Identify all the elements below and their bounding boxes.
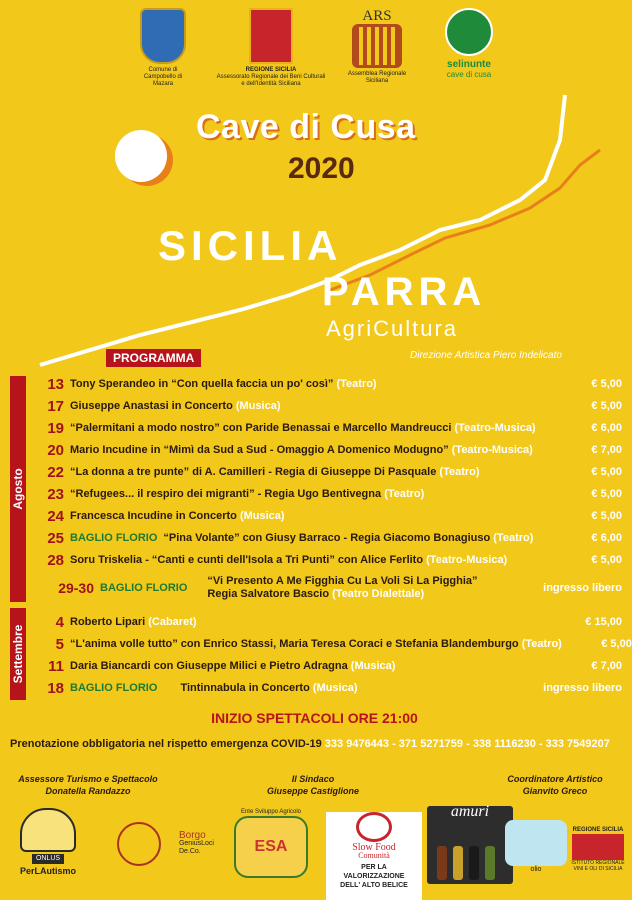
event-text	[70, 616, 552, 628]
event-title: “L'anima volle tutto” con Enrico Stassi, Maria Teresa Coraci e Stefania Blandemburgo	[70, 638, 519, 650]
event-tag: (Teatro-Musica)	[451, 444, 533, 456]
event-text	[70, 378, 552, 390]
event-tag: (Teatro)	[521, 638, 562, 650]
event-title: Tintinnabula in Concerto	[180, 682, 310, 694]
borgo-sub2: De.Co.	[178, 848, 201, 855]
bottle-icon	[485, 846, 495, 880]
logo-regione-line2: Assessorato Regionale dei Beni Culturali	[216, 74, 326, 80]
month-label-agosto: Agosto	[11, 468, 25, 510]
event-text	[70, 466, 552, 478]
list-item	[34, 440, 622, 460]
snail-icon	[356, 812, 392, 842]
slowfood-label: Slow Food	[352, 842, 396, 853]
event-text	[70, 400, 552, 412]
event-price: € 5,00	[591, 378, 622, 390]
event-price: € 5,00	[591, 400, 622, 412]
signature-name: Gianvito Greco	[522, 786, 588, 796]
event-day: 5	[55, 635, 64, 653]
event-price: ingresso libero	[543, 682, 622, 694]
borgo-label: Borgo	[178, 830, 206, 841]
start-time-notice: INIZIO SPETTACOLI ORE 21:00	[211, 710, 418, 726]
signature-sindaco	[238, 773, 388, 797]
logo-borgo	[104, 808, 214, 866]
event-tag: (Musica)	[312, 682, 358, 694]
event-tag: (Teatro Dialettale)	[332, 588, 425, 600]
list-item	[34, 634, 632, 654]
list-item	[34, 396, 622, 416]
slowfood-sub: Comunità	[358, 851, 390, 860]
logo-regione-line3: e dell'Identità Siciliana	[241, 81, 301, 87]
event-venue: BAGLIO FLORIO	[100, 582, 188, 594]
event-day: 28	[47, 551, 64, 569]
list-item	[34, 574, 622, 602]
event-day: 13	[47, 375, 64, 393]
month-bar-settembre	[10, 608, 26, 700]
title-year: 2020	[288, 152, 355, 185]
logo-selinunte-line1: selinunte	[447, 59, 491, 70]
logo-regione-vini	[570, 826, 626, 872]
slowfood-box	[326, 812, 422, 900]
signature-assessore	[8, 773, 168, 797]
event-day: 17	[47, 397, 64, 415]
event-price: € 5,00	[601, 638, 632, 650]
list-item	[34, 462, 622, 482]
event-day: 24	[47, 507, 64, 525]
event-title: “Refugees... il respiro dei migranti” - Regia Ugo Bentivegna	[70, 488, 382, 500]
event-text	[70, 488, 552, 500]
bottle-icon	[469, 846, 479, 880]
title-parra: PARRA	[322, 270, 487, 314]
logo-esa	[232, 808, 310, 878]
esa-top-label: Ente Sviluppo Agricolo	[240, 809, 302, 815]
event-text	[70, 510, 552, 522]
event-tag: (Cabaret)	[148, 616, 197, 628]
event-price: € 6,00	[591, 532, 622, 544]
event-text	[70, 682, 526, 694]
event-price: € 5,00	[591, 466, 622, 478]
logo-ars-line1: Assemblea Regionale	[347, 71, 407, 77]
event-text	[70, 638, 562, 650]
list-item	[34, 550, 622, 570]
programma-label: PROGRAMMA	[106, 349, 201, 367]
event-price: € 5,00	[591, 488, 622, 500]
artistic-direction: Direzione Artistica Piero Indelicato	[410, 350, 562, 361]
list-item	[34, 612, 622, 632]
event-price: € 6,00	[591, 422, 622, 434]
borgo-emblem-icon	[117, 822, 161, 866]
event-day: 20	[47, 441, 64, 459]
event-day: 4	[55, 613, 64, 631]
slowfood-line2: VALORIZZAZIONE	[343, 873, 405, 880]
logo-selinunte-line2: cave di cusa	[446, 70, 492, 79]
signature-name: Giuseppe Castiglione	[266, 786, 360, 796]
amuri-label: amuri	[450, 803, 490, 820]
slowfood-line1: PER LA	[361, 864, 387, 871]
list-item	[34, 678, 622, 698]
signature-role: Assessore Turismo e Spettacolo	[18, 774, 158, 784]
logo-slowfood	[324, 808, 424, 900]
event-day: 11	[48, 657, 64, 675]
borgo-sub: GeniusLoci	[178, 840, 214, 847]
logo-regione-line1: REGIONE SICILIA	[245, 67, 297, 73]
list-item	[34, 506, 622, 526]
event-director: Regia Salvatore Bascio	[207, 588, 330, 600]
event-price: € 7,00	[591, 444, 622, 456]
logo-olive	[503, 820, 569, 874]
reservation-phones[interactable]: 333 9476443 - 371 5271759 - 338 1116230 - 333 7549207	[324, 738, 610, 750]
event-venue: BAGLIO FLORIO	[70, 532, 158, 544]
event-title: Daria Biancardi con Giuseppe Milici e Pietro Adragna	[70, 660, 348, 672]
logo-selinunte	[434, 8, 504, 79]
list-item	[34, 418, 622, 438]
event-price: ingresso libero	[543, 582, 622, 594]
esa-label: ESA	[254, 838, 288, 855]
event-day: 29-30	[58, 580, 94, 596]
event-day: 22	[47, 463, 64, 481]
event-text	[70, 532, 552, 544]
event-day: 19	[47, 419, 64, 437]
logo-comune	[135, 8, 191, 88]
regione-vini-emblem-icon	[572, 834, 624, 860]
month-bar-agosto	[10, 376, 26, 602]
bottle-icon	[437, 846, 447, 880]
event-tag: (Musica)	[350, 660, 396, 672]
title-sicilia: SICILIA	[158, 222, 343, 269]
sicily-flag-icon	[249, 8, 293, 64]
event-text	[70, 444, 552, 456]
signature-role: Il Sindaco	[291, 774, 335, 784]
logo-ars-line2: Siciliana	[365, 78, 389, 84]
logo-regione	[216, 8, 326, 88]
signature-name: Donatella Randazzo	[45, 786, 131, 796]
ars-emblem-icon	[352, 24, 402, 68]
event-day: 25	[47, 529, 64, 547]
ars-title: ARS	[362, 8, 392, 24]
event-price: € 5,00	[591, 510, 622, 522]
amuri-bottles	[427, 803, 513, 884]
olive-map-icon	[505, 820, 567, 866]
list-item	[34, 528, 622, 548]
event-title: “Palermitani a modo nostro” con Paride Benassai e Marcello Mandreucci	[70, 422, 452, 434]
month-label-settembre: Settembre	[11, 624, 25, 684]
event-tag: (Teatro)	[336, 378, 377, 390]
event-title: “Pina Volante” con Giusy Barraco - Regia Giacomo Bonagiuso	[163, 532, 491, 544]
page-title: Cave di Cusa	[196, 108, 416, 146]
event-day: 23	[47, 485, 64, 503]
list-item	[34, 374, 622, 394]
slowfood-line3: DELL' ALTO BELICE	[340, 882, 408, 889]
event-price: € 15,00	[585, 616, 622, 628]
list-item	[34, 484, 622, 504]
regione-vini-title: REGIONE SICILIA	[572, 827, 624, 833]
shell-icon	[20, 808, 76, 852]
event-title: Roberto Lipari	[70, 616, 146, 628]
event-tag: (Musica)	[239, 510, 285, 522]
event-text	[70, 660, 552, 672]
logo-perlautismo	[10, 808, 86, 875]
title-agricultura: AgriCultura	[326, 316, 459, 341]
event-tag: (Teatro)	[493, 532, 534, 544]
event-text	[193, 575, 526, 601]
event-price: € 7,00	[591, 660, 622, 672]
logo-ars	[345, 8, 409, 85]
event-text	[70, 422, 552, 434]
regione-vini-sub: ISTITUTO REGIONALE VINI E OLI DI SICILIA	[571, 860, 625, 872]
event-tag: (Musica)	[235, 400, 281, 412]
event-day: 18	[47, 679, 64, 697]
event-tag: (Teatro-Musica)	[426, 554, 508, 566]
logo-comune-line1: Comune di	[148, 67, 178, 73]
event-title: Mario Incudine in “Mimì da Sud a Sud - Omaggio A Domenico Modugno”	[70, 444, 449, 456]
event-text	[70, 554, 552, 566]
esa-emblem	[234, 816, 308, 878]
signature-coordinatore	[490, 773, 620, 797]
reservation-notice	[10, 738, 610, 750]
event-venue: BAGLIO FLORIO	[70, 682, 158, 694]
perlautismo-label: PerLAutismo	[19, 866, 76, 876]
onlus-label: ONLUS	[32, 854, 64, 864]
logo-comune-line2: Campobello di Mazara	[143, 74, 183, 87]
event-tag: (Teatro-Musica)	[454, 422, 536, 434]
list-item	[34, 656, 622, 676]
event-price: € 5,00	[591, 554, 622, 566]
event-title: Tony Sperandeo in “Con quella faccia un po' così”	[70, 378, 334, 390]
event-title: “Vi Presento A Me Figghia Cu La Voli Si La Pigghia”	[207, 575, 478, 587]
signature-role: Coordinatore Artistico	[507, 774, 603, 784]
reservation-text: Prenotazione obbligatoria nel rispetto emergenza COVID-19	[10, 738, 322, 750]
bottle-icon	[453, 846, 463, 880]
event-title: Soru Triskelia - “Canti e cunti dell'Isola a Tri Punti” con Alice Ferlito	[70, 554, 424, 566]
olive-label: olio	[530, 866, 542, 873]
sun-graphic	[115, 130, 167, 182]
event-title: Giuseppe Anastasi in Concerto	[70, 400, 233, 412]
event-tag: (Teatro)	[384, 488, 425, 500]
event-title: “La donna a tre punte” di A. Camilleri - Regia di Giuseppe Di Pasquale	[70, 466, 437, 478]
event-tag: (Teatro)	[439, 466, 480, 478]
comune-crest-icon	[140, 8, 186, 64]
event-title: Francesca Incudine in Concerto	[70, 510, 237, 522]
selinunte-leaf-icon	[445, 8, 493, 56]
